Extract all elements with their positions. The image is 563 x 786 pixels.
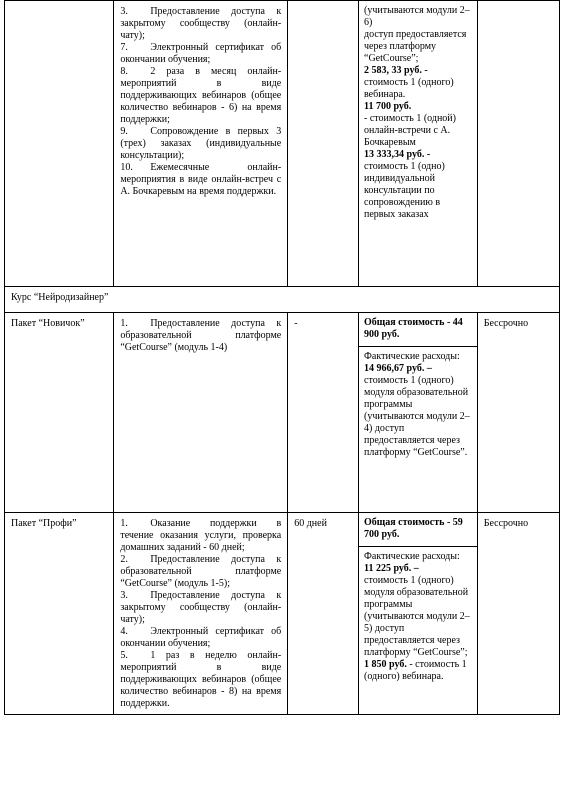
list-item bbox=[120, 66, 281, 126]
list-item bbox=[120, 554, 281, 590]
item-number: 3. bbox=[120, 6, 128, 17]
item-text: Ежемесячные онлайн-мероприятия в виде онлайн-встреч с А. Бочкаревым на время поддержки. bbox=[120, 162, 282, 197]
package-contents-cell bbox=[114, 313, 288, 513]
package-contents-cell bbox=[114, 513, 288, 715]
cost-details bbox=[359, 547, 477, 687]
cost-line: (учитываются модули 2–6) bbox=[364, 5, 470, 28]
validity: Бессрочно bbox=[477, 313, 559, 513]
item-text: 2 раза в месяц онлайн-мероприятий в виде поддерживающих вебинаров (общее количество вебинаров - 6) на время поддержки; bbox=[120, 66, 282, 125]
item-number: 1. bbox=[120, 318, 128, 329]
package-name: Пакет “Новичок” bbox=[5, 313, 114, 513]
webinar-cost-amount: 1 850 руб. bbox=[364, 659, 407, 670]
item-text: Оказание поддержки в течение оказания услуги, проверка домашних заданий - 60 дней; bbox=[120, 518, 282, 553]
item-text: Предоставление доступа к закрытому сообществу (онлайн-чату); bbox=[120, 6, 282, 41]
item-text: 1 раз в неделю онлайн-мероприятий в виде поддерживающих вебинаров (общее количество вебинаров - 8) на время поддержки. bbox=[120, 650, 282, 709]
table-row bbox=[5, 287, 560, 313]
contents-list bbox=[120, 518, 281, 710]
package-name: Пакет “Профи” bbox=[5, 513, 114, 715]
list-item bbox=[120, 126, 281, 162]
list-item bbox=[120, 650, 281, 710]
actual-costs-label: Фактические расходы: bbox=[364, 351, 460, 362]
item-number: 9. bbox=[120, 126, 128, 137]
item-number: 1. bbox=[120, 518, 128, 529]
contents-list bbox=[120, 318, 281, 354]
cost-line: доступ предоставляется через платформу “GetCourse”; bbox=[364, 29, 467, 64]
cost-line: 2 583, 33 руб. - bbox=[364, 65, 428, 76]
table-row bbox=[5, 513, 560, 715]
webinar-cost-text: - стоимость 1 (одного) вебинара. bbox=[364, 659, 467, 682]
cost-line: стоимость 1 (одного) вебинара. bbox=[364, 77, 454, 100]
cost-cell bbox=[359, 313, 478, 513]
item-text: Электронный сертификат об окончании обучения; bbox=[120, 626, 282, 649]
item-number: 10. bbox=[120, 162, 133, 173]
contents-list bbox=[120, 6, 281, 198]
actual-cost-amount: 14 966,67 руб. – bbox=[364, 363, 432, 374]
total-cost: Общая стоимость - 59 700 руб. bbox=[359, 513, 477, 547]
item-number: 3. bbox=[120, 590, 128, 601]
tariff-table bbox=[4, 0, 560, 715]
cost-line: стоимость 1 (одно) индивидуальной консультации по сопровождению в первых заказах bbox=[364, 161, 445, 220]
table-row bbox=[5, 313, 560, 513]
list-item bbox=[120, 42, 281, 66]
duration-cell bbox=[288, 1, 359, 287]
item-number: 5. bbox=[120, 650, 128, 661]
validity: Бессрочно bbox=[477, 513, 559, 715]
cost-cell bbox=[359, 513, 478, 715]
cost-line: - стоимость 1 (одной) онлайн-встречи с А. Бочкаревым bbox=[364, 113, 456, 148]
item-text: Электронный сертификат об окончании обучения; bbox=[120, 42, 282, 65]
duration: 60 дней bbox=[288, 513, 359, 715]
list-item bbox=[120, 162, 281, 198]
item-text: Предоставление доступа к образовательной платформе “GetCourse” (модуль 1-5); bbox=[120, 554, 282, 589]
cost-cell bbox=[359, 1, 478, 287]
duration: - bbox=[288, 313, 359, 513]
package-contents-cell bbox=[114, 1, 288, 287]
actual-cost-text: стоимость 1 (одного) модуля образовательной программы (учитываются модули 2–5) доступ предоставляется через платформу “GetCourse”; bbox=[364, 575, 470, 658]
item-text: Сопровождение в первых 3 (трех) заказах (индивидуальные консультации); bbox=[120, 126, 282, 161]
item-text: Предоставление доступа к образовательной платформе “GetCourse” (модуль 1-4) bbox=[120, 318, 282, 353]
list-item bbox=[120, 518, 281, 554]
cost-line: 11 700 руб. bbox=[364, 101, 412, 112]
package-name-cell bbox=[5, 1, 114, 287]
actual-cost-text: стоимость 1 (одного) модуля образовательной программы (учитываются модули 2–4) доступ предоставляется через платформу “GetCourse”. bbox=[364, 375, 470, 458]
total-cost: Общая стоимость - 44 900 руб. bbox=[359, 313, 477, 347]
item-number: 2. bbox=[120, 554, 128, 565]
list-item bbox=[120, 590, 281, 626]
list-item bbox=[120, 626, 281, 650]
list-item bbox=[120, 6, 281, 42]
table-row bbox=[5, 1, 560, 287]
actual-cost-amount: 11 225 руб. – bbox=[364, 563, 419, 574]
item-text: Предоставление доступа к закрытому сообществу (онлайн-чату); bbox=[120, 590, 282, 625]
validity-cell bbox=[477, 1, 559, 287]
actual-costs-label: Фактические расходы: bbox=[364, 551, 460, 562]
section-title: Курс “Нейродизайнер” bbox=[5, 287, 560, 313]
item-number: 4. bbox=[120, 626, 128, 637]
cost-details bbox=[359, 1, 477, 225]
item-number: 7. bbox=[120, 42, 128, 53]
item-number: 8. bbox=[120, 66, 128, 77]
list-item bbox=[120, 318, 281, 354]
cost-line: 13 333,34 руб. - bbox=[364, 149, 431, 160]
cost-details bbox=[359, 347, 477, 463]
